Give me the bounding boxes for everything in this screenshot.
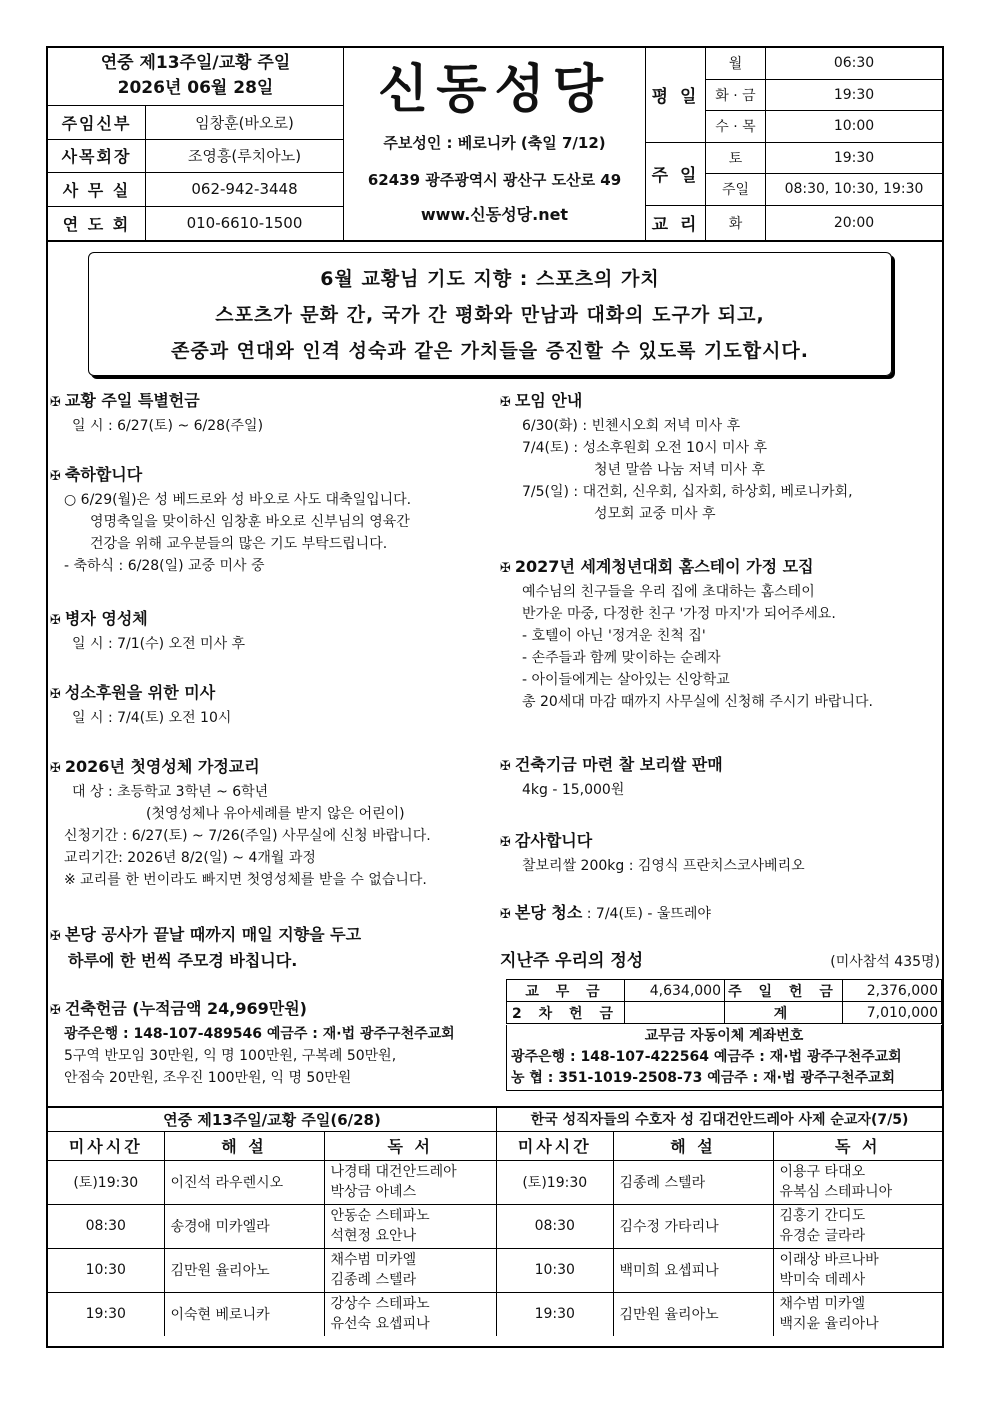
commentator: 김만원 율리아노 bbox=[613, 1292, 773, 1336]
readers bbox=[324, 1204, 496, 1248]
cross-mark-icon: ✠ bbox=[50, 1003, 61, 1018]
table-header-row bbox=[497, 1132, 942, 1160]
pope-prayer-intention bbox=[88, 252, 892, 376]
readers bbox=[773, 1160, 942, 1204]
table-cell: 7,010,000 bbox=[843, 1002, 942, 1024]
info-row-district bbox=[48, 207, 343, 241]
reader: 이래상 바르나바 bbox=[779, 1252, 879, 1268]
notice-sick-communion bbox=[50, 607, 496, 655]
notice-building-fund bbox=[50, 997, 496, 1089]
table-row bbox=[48, 1160, 496, 1204]
notice-line: 7/4(토) : 성소후원회 오전 10시 미사 후 bbox=[522, 440, 767, 456]
cross-mark-icon: ✠ bbox=[50, 469, 61, 484]
parish-info-panel bbox=[48, 48, 344, 240]
notice-title: 교황 주일 특별헌금 bbox=[64, 391, 200, 410]
offering-title: 지난주 우리의 정성 bbox=[500, 951, 644, 971]
reader: 박미숙 데레사 bbox=[779, 1272, 866, 1288]
reader: 안동순 스테파노 bbox=[330, 1208, 430, 1224]
info-label: 주임신부 bbox=[48, 106, 146, 139]
notice-line: - 축하식 : 6/28(일) 교중 미사 중 bbox=[64, 558, 265, 574]
column-header: 미사시간 bbox=[497, 1132, 613, 1160]
ministry-schedule-next-week bbox=[497, 1106, 942, 1336]
mass-row bbox=[706, 48, 942, 80]
notice-title: 2027년 세계청년대회 홈스테이 가정 모집 bbox=[514, 557, 814, 576]
mass-row bbox=[706, 80, 942, 112]
commentator: 백미희 요셉피나 bbox=[613, 1248, 773, 1292]
notice-line: 대 상 : 초등학교 3학년 ~ 6학년 bbox=[72, 784, 269, 800]
notice-line: - 손주들과 함께 맞이하는 순례자 bbox=[522, 650, 721, 666]
readers bbox=[324, 1160, 496, 1204]
table-cell: 주 일 헌 금 bbox=[725, 980, 843, 1002]
bulletin-header bbox=[48, 48, 942, 242]
notice-line: 영명축일을 맞이하신 임창훈 바오로 신부님의 영육간 bbox=[90, 514, 410, 530]
table-row bbox=[48, 1292, 496, 1336]
schedule-table bbox=[48, 1132, 496, 1336]
reader: 강상수 스테파노 bbox=[330, 1296, 430, 1313]
mass-day: 화 bbox=[706, 206, 766, 241]
notice-line: (첫영성체나 유아세례를 받지 않은 어린이) bbox=[146, 806, 405, 822]
notice-line: 신청기간 : 6/27(토) ~ 7/26(주일) 사무실에 신청 바랍니다. bbox=[64, 828, 431, 844]
table-row bbox=[48, 1248, 496, 1292]
reader: 유복심 스테파니아 bbox=[779, 1184, 893, 1200]
reader: 박상금 아녜스 bbox=[330, 1184, 417, 1200]
notice-title: 본당 청소 bbox=[514, 903, 583, 922]
cross-mark-icon: ✠ bbox=[500, 395, 511, 410]
sunday-label: 주 일 bbox=[646, 143, 706, 206]
prayer-line: 스포츠가 문화 간, 국가 간 평화와 만남과 대화의 도구가 되고, bbox=[215, 304, 765, 326]
mass-day: 월 bbox=[706, 48, 766, 79]
parish-website-link[interactable]: www.신동성당.net bbox=[420, 205, 569, 224]
notice-line: - 호텔이 아닌 '정겨운 친척 집' bbox=[522, 628, 706, 644]
mass-time: 10:00 bbox=[833, 118, 875, 135]
cross-mark-icon: ✠ bbox=[50, 761, 61, 776]
cross-mark-icon: ✠ bbox=[50, 929, 61, 944]
column-header: 해 설 bbox=[613, 1132, 773, 1160]
cross-mark-icon: ✠ bbox=[50, 687, 61, 702]
auto-transfer-accounts bbox=[506, 1025, 942, 1091]
readers bbox=[324, 1292, 496, 1336]
readers bbox=[773, 1248, 942, 1292]
mass-time: 19:30 bbox=[833, 86, 875, 103]
bank-account: 광주은행 : 148-107-422564 예금주 : 재·법 광주구천주교회 bbox=[511, 1049, 902, 1065]
notice-title: 성소후원을 위한 미사 bbox=[64, 683, 216, 702]
account-title: 교무금 자동이체 계좌번호 bbox=[644, 1028, 804, 1044]
reader: 백지윤 율리아나 bbox=[779, 1316, 879, 1333]
reader: 나경태 대건안드레아 bbox=[330, 1164, 457, 1180]
table-row bbox=[497, 1204, 942, 1248]
column-header: 독 서 bbox=[773, 1132, 942, 1160]
notice-barley-sale bbox=[500, 753, 944, 801]
issue-date: 2026년 06월 28일 bbox=[117, 78, 274, 98]
offering-table bbox=[506, 979, 942, 1024]
info-label: 연 도 회 bbox=[48, 207, 146, 241]
cross-mark-icon: ✠ bbox=[50, 395, 61, 410]
parish-title-panel bbox=[344, 48, 646, 240]
table-cell: 2,376,000 bbox=[843, 980, 942, 1002]
mass-time: 08:30 bbox=[497, 1204, 613, 1248]
notice-line: 찰보리쌀 200kg : 김영식 프란치스코사베리오 bbox=[522, 858, 805, 874]
notice-thanks bbox=[500, 829, 944, 877]
weekday-label: 평 일 bbox=[646, 48, 706, 143]
notice-title: 병자 영성체 bbox=[64, 609, 148, 628]
info-label: 사목회장 bbox=[48, 140, 146, 173]
notice-title: 모임 안내 bbox=[514, 391, 583, 410]
mass-time: 06:30 bbox=[833, 55, 875, 72]
notice-rosary-intention bbox=[50, 923, 496, 973]
reader: 유선숙 요셉피나 bbox=[330, 1316, 430, 1333]
notice-line: 성모회 교중 미사 후 bbox=[594, 506, 716, 522]
bank-account: 농 협 : 351-1019-2508-73 예금주 : 재·법 광주구천주교회 bbox=[511, 1070, 896, 1086]
commentator: 김종례 스텔라 bbox=[613, 1160, 773, 1204]
patron-saint: 주보성인 : 베로니카 (축일 7/12) bbox=[383, 134, 606, 152]
catechism-group bbox=[646, 206, 942, 241]
table-row bbox=[48, 1204, 496, 1248]
notice-line: 일 시 : 7/1(수) 오전 미사 후 bbox=[72, 636, 246, 652]
column-header: 해 설 bbox=[164, 1132, 324, 1160]
notice-wyd-homestay bbox=[500, 555, 944, 713]
cross-mark-icon: ✠ bbox=[500, 759, 511, 774]
mass-time: 08:30, 10:30, 19:30 bbox=[784, 181, 924, 198]
notice-first-communion bbox=[50, 755, 496, 891]
notice-line: - 아이들에게는 살아있는 신앙학교 bbox=[522, 672, 730, 688]
table-header-row bbox=[48, 1132, 496, 1160]
mass-time: (토)19:30 bbox=[48, 1160, 164, 1204]
column-header: 미사시간 bbox=[48, 1132, 164, 1160]
cross-mark-icon: ✠ bbox=[50, 613, 61, 628]
notice-line: ○ 6/29(월)은 성 베드로와 성 바오로 사도 대축일입니다. bbox=[64, 492, 412, 508]
mass-time: 10:30 bbox=[497, 1248, 613, 1292]
mass-time: 19:30 bbox=[833, 149, 875, 166]
notice-detail: : 7/4(토) - 울뜨레야 bbox=[582, 906, 711, 922]
readers bbox=[324, 1248, 496, 1292]
bulletin-page bbox=[46, 46, 944, 1348]
readers bbox=[773, 1292, 942, 1336]
notice-title: 건축기금 마련 찰 보리쌀 판매 bbox=[514, 755, 723, 774]
mass-row bbox=[706, 111, 942, 143]
notice-title: 본당 공사가 끝날 때까지 매일 지향을 두고 bbox=[64, 925, 362, 944]
cross-mark-icon: ✠ bbox=[500, 907, 511, 922]
notice-title: 축하합니다 bbox=[64, 465, 143, 484]
notice-line: 7/5(일) : 대건회, 신우회, 십자회, 하상회, 베로니카회, bbox=[522, 484, 853, 500]
mass-times-panel bbox=[646, 48, 942, 240]
notice-line: 4kg - 15,000원 bbox=[522, 782, 625, 798]
notice-title: 감사합니다 bbox=[514, 831, 593, 850]
table-cell: 4,634,000 bbox=[625, 980, 725, 1002]
notice-line: 일 시 : 7/4(토) 오전 10시 bbox=[72, 710, 232, 726]
mass-day: 화 · 금 bbox=[706, 80, 766, 111]
notice-line: 건강을 위해 교우분들의 많은 기도 부탁드립니다. bbox=[90, 536, 388, 552]
notice-special-collection bbox=[50, 389, 496, 437]
bank-account: 광주은행 : 148-107-489546 예금주 : 재·법 광주구천주교회 bbox=[64, 1026, 455, 1042]
notice-congratulations bbox=[50, 463, 496, 577]
table-row bbox=[497, 1292, 942, 1336]
commentator: 김만원 율리아노 bbox=[164, 1248, 324, 1292]
table-cell bbox=[625, 1002, 725, 1024]
table-row bbox=[507, 980, 942, 1002]
info-value: 062-942-3448 bbox=[191, 180, 298, 199]
info-row-pastor bbox=[48, 106, 343, 140]
notice-line: 예수님의 친구들을 우리 집에 초대하는 홈스테이 bbox=[522, 584, 815, 600]
sunday-mass-group bbox=[646, 143, 942, 206]
notice-line: 일 시 : 6/27(토) ~ 6/28(주일) bbox=[72, 418, 264, 434]
mass-time: 20:00 bbox=[833, 214, 875, 231]
mass-day: 주일 bbox=[706, 174, 766, 205]
column-header: 독 서 bbox=[324, 1132, 496, 1160]
table-row bbox=[497, 1160, 942, 1204]
notice-meetings bbox=[500, 389, 944, 525]
parish-name: 신동성당 bbox=[378, 60, 611, 120]
info-label: 사 무 실 bbox=[48, 173, 146, 206]
prayer-title: 6월 교황님 기도 지향 : 스포츠의 가치 bbox=[320, 268, 660, 290]
notice-title-line2: 하루에 한 번씩 주모경 바칩니다. bbox=[68, 951, 298, 970]
notice-line: 교리기간: 2026년 8/2(일) ~ 4개월 과정 bbox=[64, 850, 316, 866]
offering-header bbox=[500, 949, 944, 973]
table-row bbox=[497, 1248, 942, 1292]
commentator: 김수정 가타리나 bbox=[613, 1204, 773, 1248]
mass-time: 10:30 bbox=[48, 1248, 164, 1292]
mass-time: 08:30 bbox=[48, 1204, 164, 1248]
readers bbox=[773, 1204, 942, 1248]
reader: 석현정 요안나 bbox=[330, 1228, 417, 1244]
mass-time: (토)19:30 bbox=[497, 1160, 613, 1204]
cross-mark-icon: ✠ bbox=[500, 835, 511, 850]
ministry-schedule-this-week bbox=[48, 1106, 497, 1336]
reader: 채수범 미카엘 bbox=[779, 1296, 866, 1313]
schedule-table bbox=[497, 1132, 942, 1336]
mass-row bbox=[706, 143, 942, 175]
table-cell: 교 무 금 bbox=[507, 980, 625, 1002]
table-cell: 계 bbox=[725, 1002, 843, 1024]
cross-mark-icon: ✠ bbox=[500, 561, 511, 576]
mass-row bbox=[706, 206, 942, 241]
commentator: 이숙현 베로니카 bbox=[164, 1292, 324, 1336]
reader: 유경순 글라라 bbox=[779, 1228, 866, 1244]
table-cell: 2 차 헌 금 bbox=[507, 1002, 625, 1024]
notice-title: 2026년 첫영성체 가정교리 bbox=[64, 757, 260, 776]
table-row bbox=[507, 1002, 942, 1024]
reader: 김종례 스텔라 bbox=[330, 1272, 417, 1288]
parish-address: 62439 광주광역시 광산구 도산로 49 bbox=[367, 171, 622, 189]
mass-day: 토 bbox=[706, 143, 766, 174]
commentator: 이진석 라우렌시오 bbox=[164, 1160, 324, 1204]
notice-vocation-mass bbox=[50, 681, 496, 729]
notice-church-cleaning bbox=[500, 901, 944, 927]
info-value: 조영흥(루치아노) bbox=[187, 147, 302, 166]
reader: 채수범 미카엘 bbox=[330, 1252, 417, 1268]
week-title: 연중 제13주일/교황 주일 bbox=[100, 53, 291, 73]
weekday-mass-group bbox=[646, 48, 942, 143]
schedule-title: 한국 성직자들의 수호자 성 김대건안드레아 사제 순교자(7/5) bbox=[497, 1106, 942, 1132]
info-value: 임창훈(바오로) bbox=[195, 113, 294, 132]
donor-line: 5구역 반모임 30만원, 익 명 100만원, 구복례 50만원, bbox=[64, 1048, 397, 1064]
reader: 김홍기 간디도 bbox=[779, 1208, 866, 1224]
mass-day: 수 · 목 bbox=[706, 111, 766, 142]
info-row-office bbox=[48, 173, 343, 207]
notice-line: 반가운 마중, 다정한 친구 '가정 마지'가 되어주세요. bbox=[522, 606, 836, 622]
commentator: 송경애 미카엘라 bbox=[164, 1204, 324, 1248]
reader: 이용구 타대오 bbox=[779, 1164, 866, 1180]
prayer-line: 존중과 연대와 인격 성숙과 같은 가치들을 증진할 수 있도록 기도합시다. bbox=[170, 340, 810, 362]
notice-line: 6/30(화) : 빈첸시오회 저녁 미사 후 bbox=[522, 418, 741, 434]
notice-title: 건축헌금 (누적금액 24,969만원) bbox=[64, 999, 307, 1018]
schedule-title: 연중 제13주일/교황 주일(6/28) bbox=[48, 1106, 496, 1132]
notice-line: ※ 교리를 한 번이라도 빠지면 첫영성체를 받을 수 없습니다. bbox=[64, 872, 427, 888]
info-row-council bbox=[48, 140, 343, 174]
liturgical-date bbox=[48, 48, 343, 106]
donor-line: 안점숙 20만원, 조우진 100만원, 익 명 50만원 bbox=[64, 1070, 352, 1086]
notice-line: 청년 말씀 나눔 저녁 미사 후 bbox=[594, 462, 766, 478]
catechism-label: 교 리 bbox=[646, 206, 706, 241]
mass-time: 19:30 bbox=[497, 1292, 613, 1336]
mass-attendance: (미사참석 435명) bbox=[830, 954, 940, 970]
mass-time: 19:30 bbox=[48, 1292, 164, 1336]
mass-row bbox=[706, 174, 942, 206]
info-value: 010-6610-1500 bbox=[186, 214, 303, 233]
notice-line: 총 20세대 마감 때까지 사무실에 신청해 주시기 바랍니다. bbox=[522, 694, 873, 710]
